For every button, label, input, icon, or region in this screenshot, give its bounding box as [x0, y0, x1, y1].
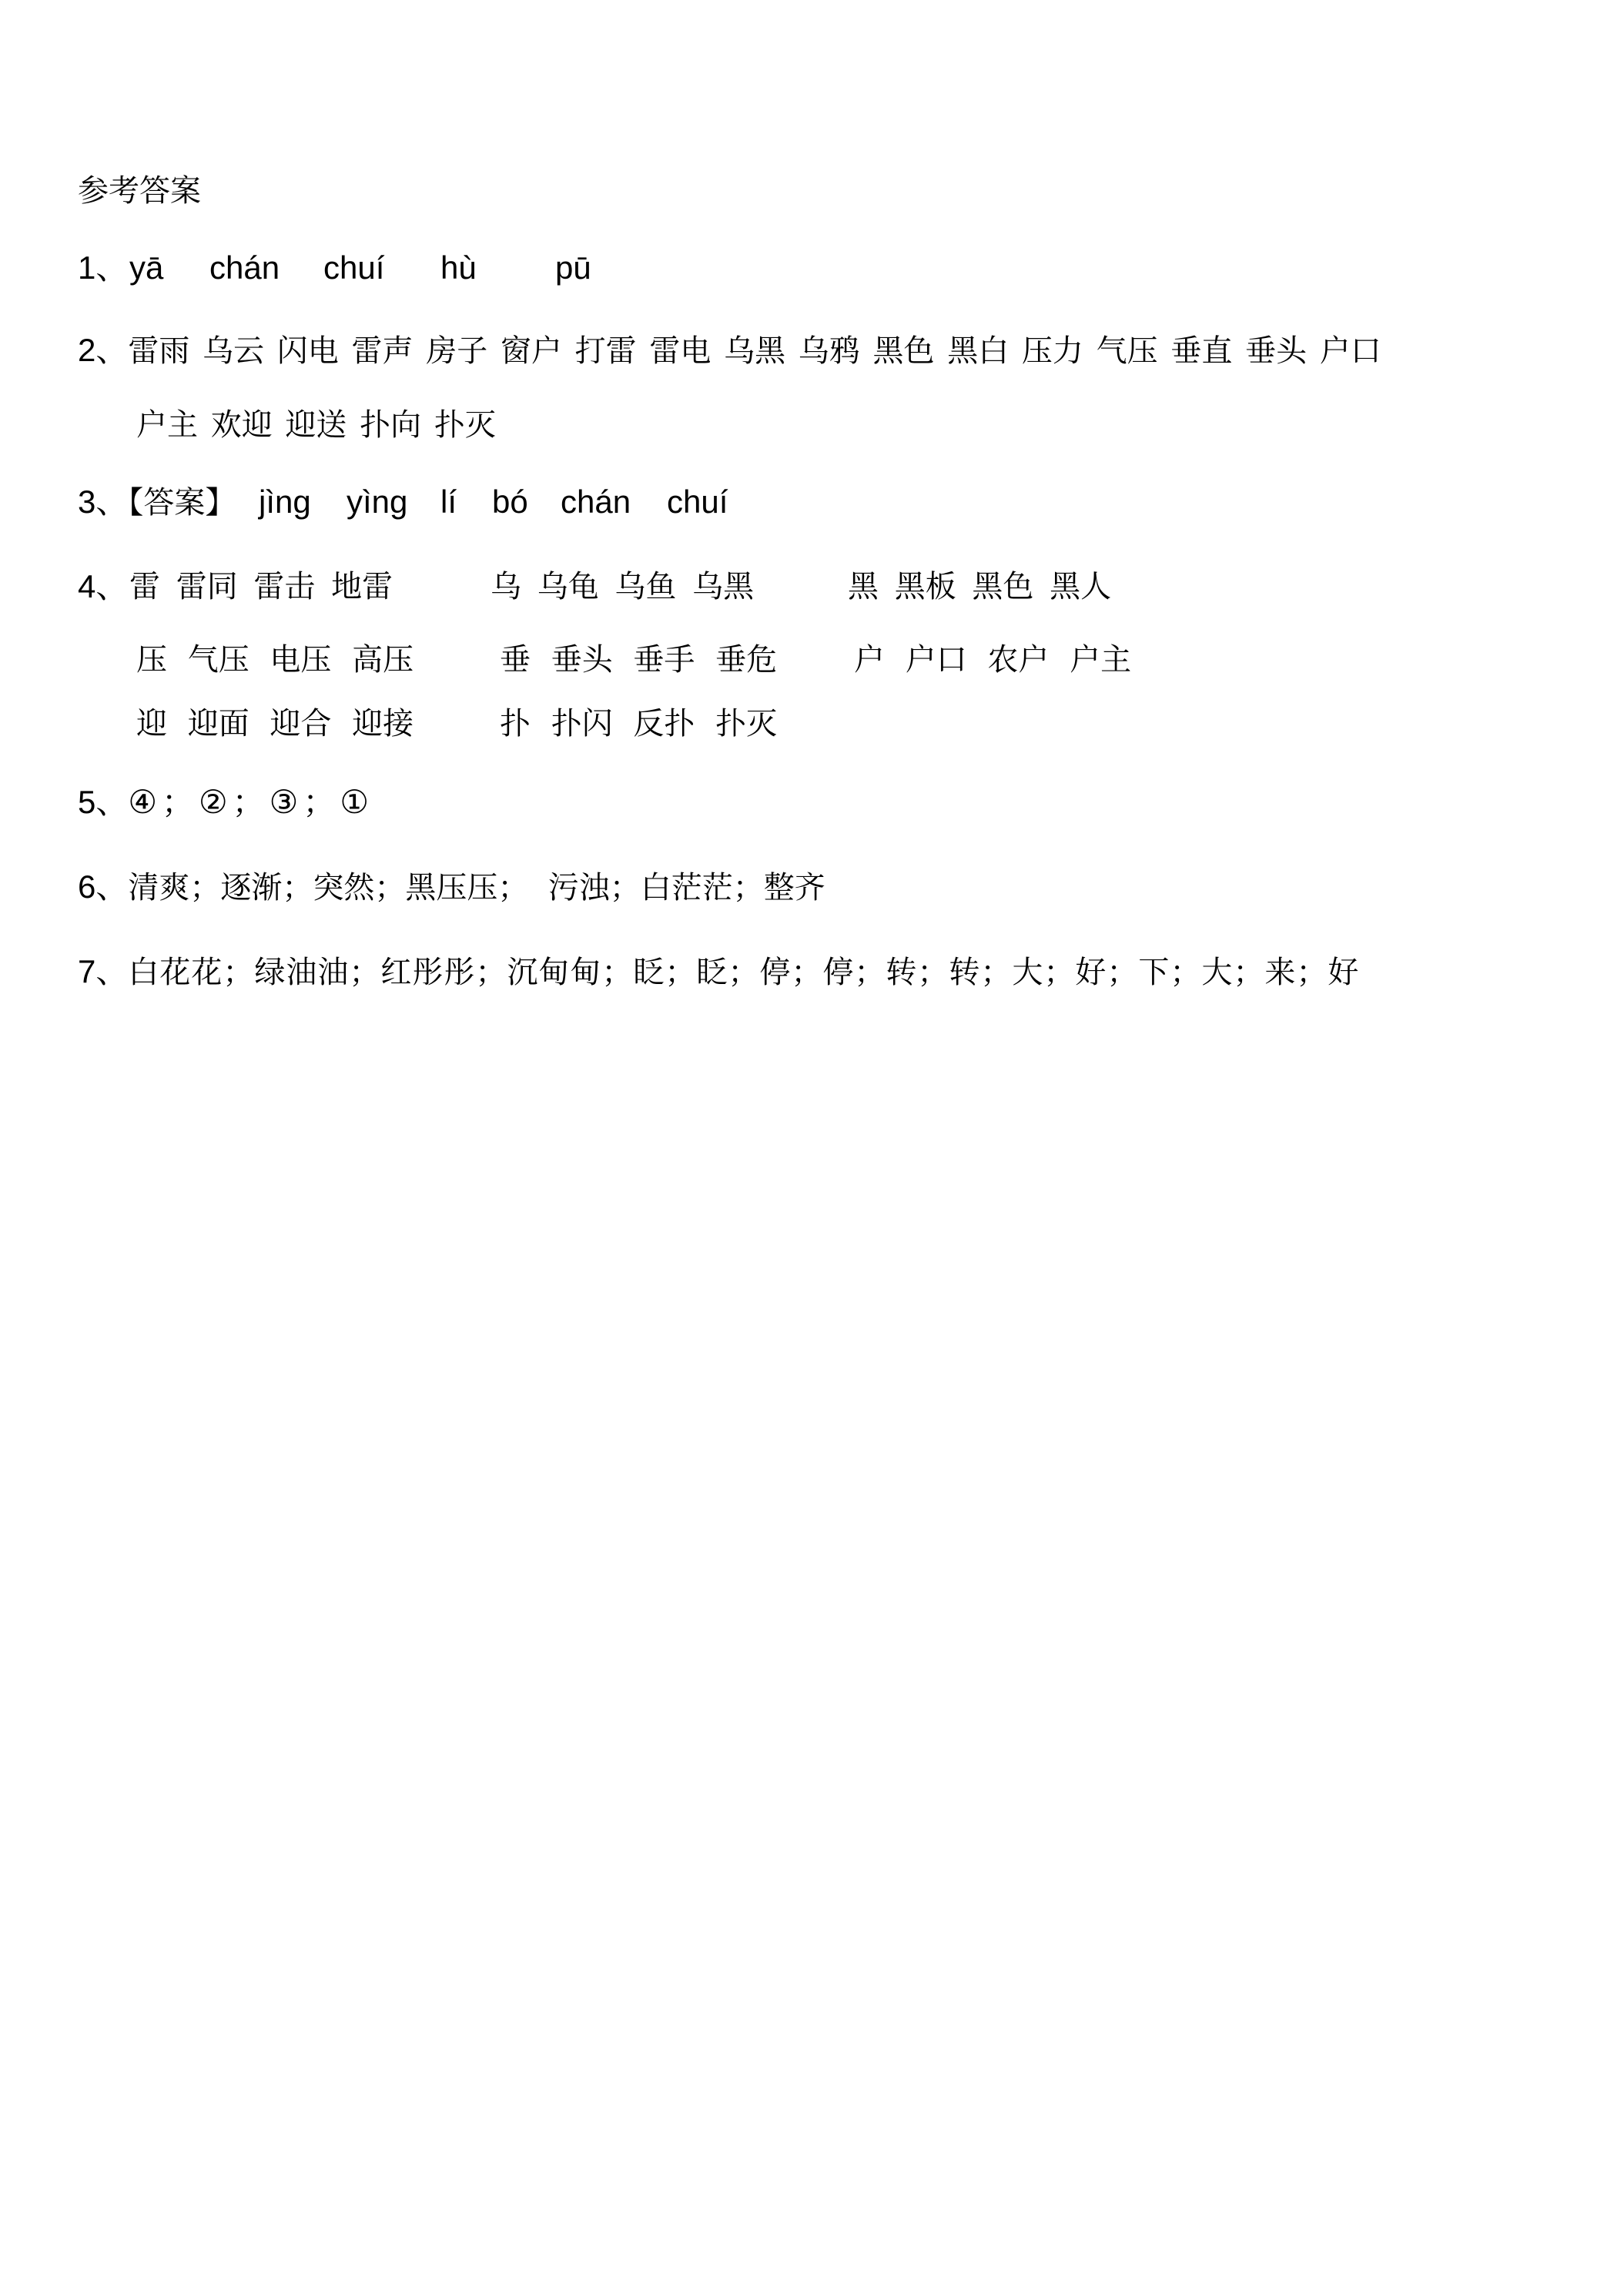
answer-3	[78, 479, 236, 526]
word-group: 乌 乌龟 乌鱼 乌黑	[491, 569, 755, 604]
answer-1	[78, 245, 128, 292]
answer-4-row-1	[129, 564, 1207, 610]
answer-7	[78, 949, 1359, 996]
pinyin-item: chuí	[667, 484, 728, 520]
pinyin-item: jìng	[259, 484, 311, 520]
answer-2	[78, 327, 1381, 374]
word-group: 户 户口 农户 户主	[854, 642, 1132, 678]
pinyin-item: yā	[129, 249, 164, 286]
pinyin-item: pū	[555, 249, 591, 286]
answer-5-text: ④；②；③；①	[128, 784, 373, 820]
pinyin-item: chuí	[323, 249, 385, 286]
pinyin-item: chán	[561, 484, 631, 520]
pinyin-item: lí	[440, 484, 457, 520]
word-group: 黑 黑板 黑色 黑人	[848, 569, 1112, 604]
word-group: 压 气压 电压 高压	[136, 642, 414, 678]
answer-7-text: 白花花；绿油油；红彤彤；沉甸甸；眨；眨；停；停；转；转；大；好；下；大；来；好	[128, 955, 1360, 990]
pinyin-item: hù	[440, 249, 477, 286]
answer-4-row-2	[136, 637, 1214, 683]
answer-5-number: 5、	[78, 784, 129, 820]
answer-6-text: 清爽；逐渐；突然；黑压压； 污浊；白茫茫；整齐	[128, 870, 825, 905]
answer-7-number: 7、	[78, 953, 129, 989]
answer-4-row-3	[136, 701, 1214, 747]
pinyin-item: yìng	[347, 484, 408, 520]
answer-2-number: 2、	[78, 332, 129, 368]
answer-3-pinyin-row	[259, 479, 752, 525]
answer-3-number: 3、	[78, 484, 129, 520]
page-title: 参考答案	[78, 173, 201, 209]
word-group: 迎 迎面 迎合 迎接	[136, 706, 414, 741]
pinyin-item: chán	[209, 249, 280, 286]
answer-6-number: 6、	[78, 869, 129, 905]
word-group: 雷 雷同 雷击 地雷	[129, 569, 393, 604]
answer-1-number: 1、	[78, 249, 129, 286]
answer-2-line-1: 雷雨 乌云 闪电 雷声 房子 窗户 打雷 雷电 乌黑 乌鸦 黑色 黑白 压力 气压 垂直 垂头 户口	[128, 333, 1381, 369]
word-group: 扑 扑闪 反扑 扑灭	[500, 706, 778, 741]
answer-4	[78, 564, 128, 611]
answer-5	[78, 779, 373, 826]
answer-4-number: 4、	[78, 568, 129, 604]
answer-6	[78, 864, 825, 911]
answer-2-line-2: 户主 欢迎 迎送 扑向 扑灭	[136, 407, 496, 443]
answer-1-pinyin-row	[129, 245, 668, 291]
word-group: 垂 垂头 垂手 垂危	[500, 642, 778, 678]
pinyin-item: bó	[492, 484, 528, 520]
answer-3-tag: 【答案】	[128, 485, 236, 520]
